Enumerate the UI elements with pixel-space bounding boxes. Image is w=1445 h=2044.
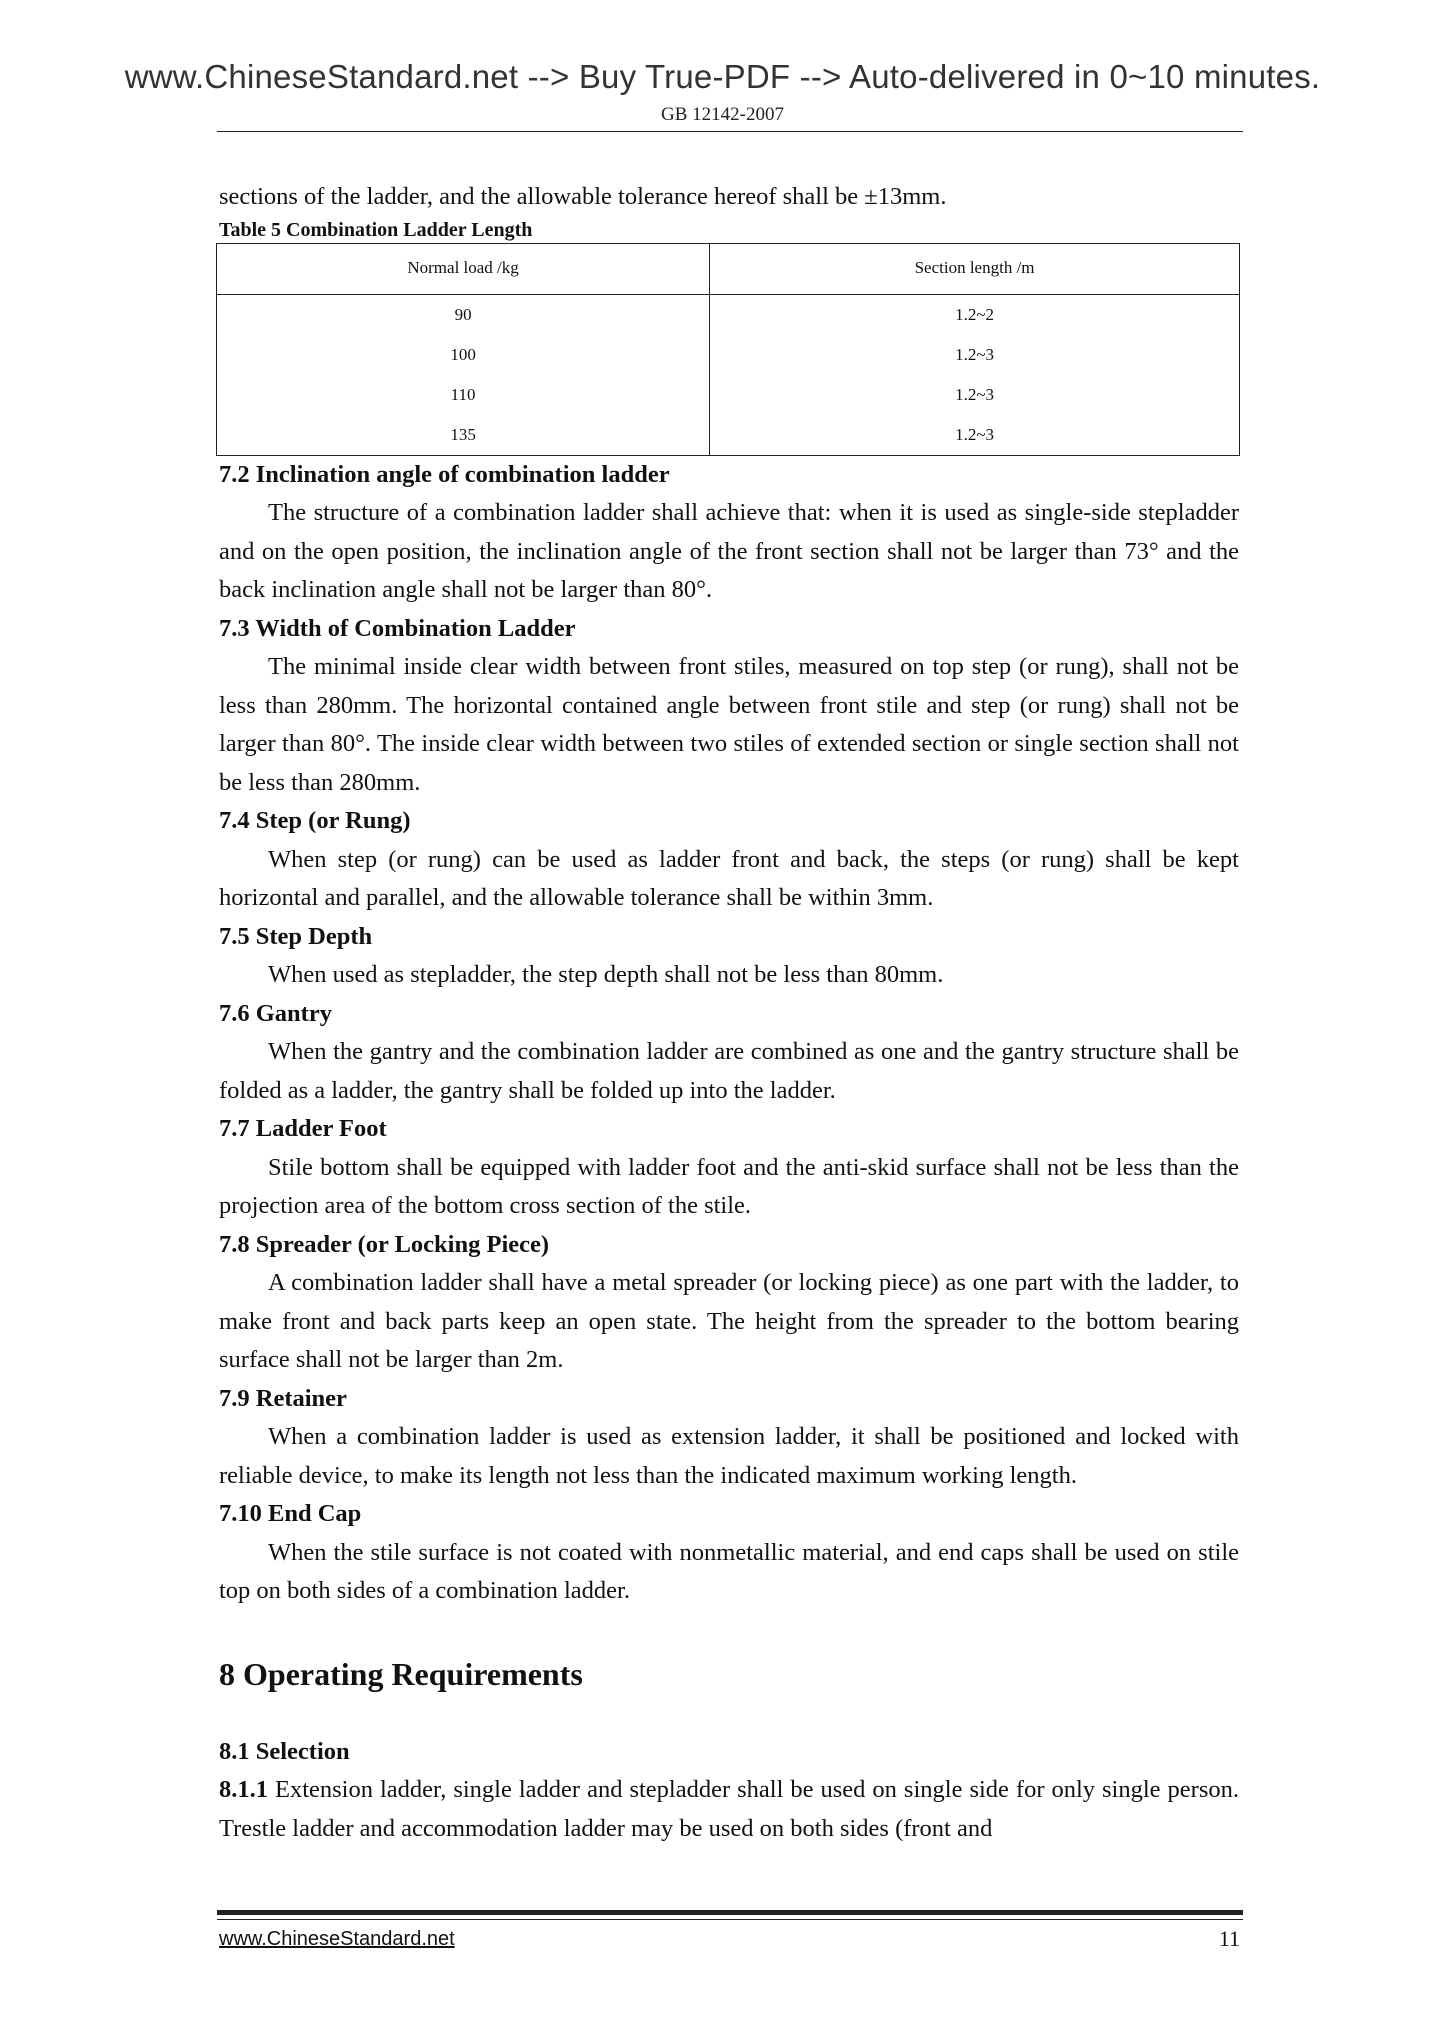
section-heading-7-8: 7.8 Spreader (or Locking Piece) [219, 1230, 550, 1258]
page-body [219, 178, 1239, 1848]
section-body-7-10: When the stile surface is not coated with nonmetallic material, and end caps shall be used on stile top on both sides of a combination ladder. [219, 1538, 1239, 1604]
chapter-title: 8 Operating Requirements [219, 1655, 583, 1692]
section-heading-7-4: 7.4 Step (or Rung) [219, 807, 411, 834]
section-heading-7-6: 7.6 Gantry [219, 999, 332, 1027]
column-header-normal-load: Normal load /kg [217, 243, 710, 294]
section-body-7-2: The structure of a combination ladder shall achieve that: when it is used as single-side stepladder and on the open position, the inclination angle of the front section shall not be larger than 73° and the back inclination angle shall not be larger than 80°. [219, 499, 1239, 603]
section-heading-7-2: 7.2 Inclination angle of combination ladder [219, 460, 670, 488]
section-heading-7-3: 7.3 Width of Combination Ladder [219, 614, 576, 642]
table-row [217, 375, 1240, 415]
footer-site-link[interactable]: www.ChineseStandard.net [219, 1928, 455, 1950]
column-header-section-length: Section length /m [710, 243, 1240, 294]
standard-number: GB 12142-2007 [661, 104, 784, 125]
header-divider [217, 131, 1243, 132]
footer-divider-thick [217, 1910, 1243, 1915]
table-caption: Table 5 Combination Ladder Length [219, 218, 533, 241]
table-row [217, 294, 1240, 335]
table-row [217, 415, 1240, 456]
table-cell-length: 1.2~3 [710, 335, 1240, 375]
section-body-7-9: When a combination ladder is used as extension ladder, it shall be positioned and locked with reliable device, to make its length not less than the indicated maximum working length. [219, 1423, 1239, 1489]
section-body-7-6: When the gantry and the combination ladder are combined as one and the gantry structure shall be folded as a ladder, the gantry shall be folded up into the ladder. [219, 1038, 1239, 1104]
table-header-row [217, 243, 1240, 294]
section-heading-8-1: 8.1 Selection [219, 1737, 350, 1765]
page-number: 11 [1218, 1926, 1240, 1951]
table-cell-load: 135 [217, 415, 710, 456]
section-heading-7-9: 7.9 Retainer [219, 1384, 347, 1412]
combination-ladder-length-table [216, 243, 1240, 456]
section-heading-7-5: 7.5 Step Depth [219, 922, 373, 950]
table-cell-length: 1.2~3 [710, 415, 1240, 456]
footer-divider-thin [217, 1919, 1243, 1920]
section-body-7-7: Stile bottom shall be equipped with ladder foot and the anti-skid surface shall not be less than the projection area of the bottom cross section of the stile. [219, 1153, 1239, 1219]
table-cell-length: 1.2~2 [710, 294, 1240, 335]
clause-8-1-1 [219, 1771, 1239, 1848]
clause-number: 8.1.1 [219, 1776, 268, 1803]
section-heading-7-7: 7.7 Ladder Foot [219, 1115, 387, 1142]
site-banner: www.ChineseStandard.net --> Buy True-PDF --> Auto-delivered in 0~10 minutes. [124, 58, 1321, 95]
table-row [217, 335, 1240, 375]
table-cell-load: 100 [217, 335, 710, 375]
section-body-7-5: When used as stepladder, the step depth shall not be less than 80mm. [268, 961, 944, 988]
table-cell-length: 1.2~3 [710, 375, 1240, 415]
clause-text: Extension ladder, single ladder and stepladder shall be used on single side for only single person. Trestle ladder and accommodation ladder may be used on both sides (front and [219, 1776, 1239, 1842]
table-cell-load: 110 [217, 375, 710, 415]
section-heading-7-10: 7.10 End Cap [219, 1500, 362, 1527]
section-body-7-3: The minimal inside clear width between front stiles, measured on top step (or rung), shall not be less than 280mm. The horizontal contained angle between front stile and step (or rung) shall not be larger than 80°. The inside clear width between two stiles of extended section or single section shall not be less than 280mm. [219, 653, 1239, 796]
table-cell-load: 90 [217, 294, 710, 335]
section-body-7-8: A combination ladder shall have a metal spreader (or locking piece) as one part with the ladder, to make front and back parts keep an open state. The height from the spreader to the bottom bearing surface shall not be larger than 2m. [219, 1269, 1239, 1373]
section-body-7-4: When step (or rung) can be used as ladder front and back, the steps (or rung) shall be kept horizontal and parallel, and the allowable tolerance shall be within 3mm. [219, 845, 1239, 911]
intro-line: sections of the ladder, and the allowable tolerance hereof shall be ±13mm. [219, 183, 947, 210]
